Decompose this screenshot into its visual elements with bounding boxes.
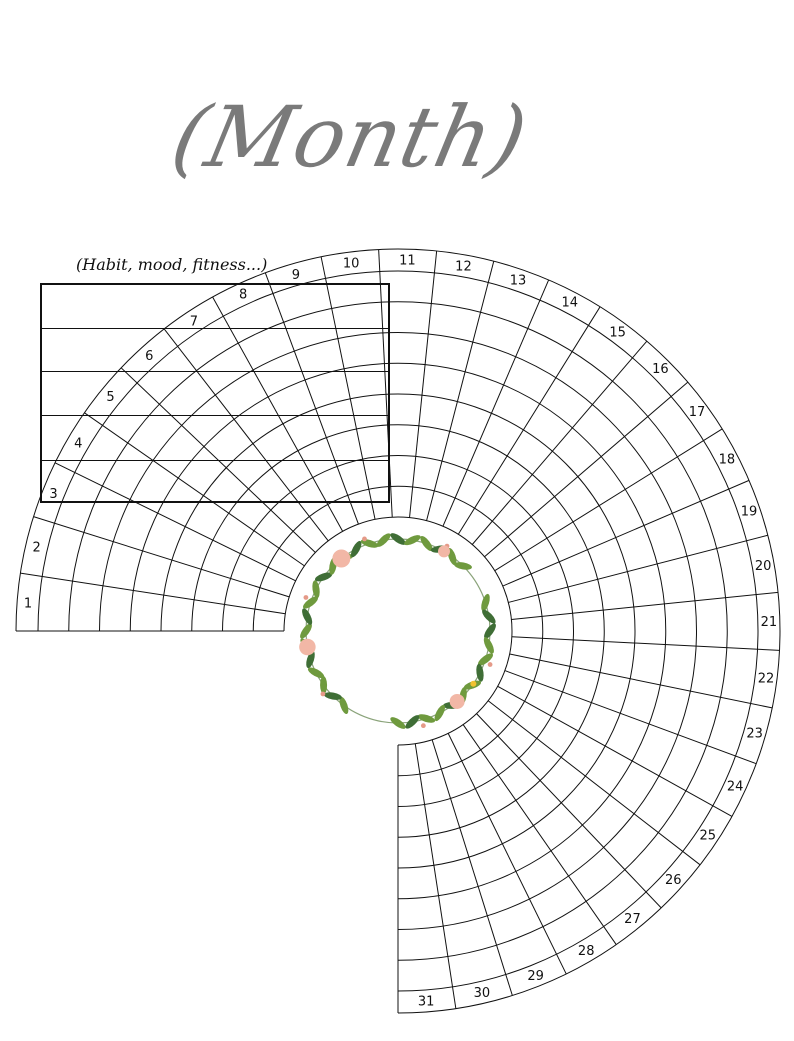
day-label: 18 xyxy=(718,452,736,468)
wreath-leaf xyxy=(375,531,393,549)
day-label: 31 xyxy=(417,994,435,1010)
wreath-flower xyxy=(332,550,350,568)
wreath-leaf xyxy=(480,608,498,626)
day-label: 22 xyxy=(757,671,775,687)
wreath-leaf xyxy=(482,636,496,655)
wreath-flower xyxy=(438,545,450,557)
day-label: 17 xyxy=(688,404,706,420)
day-label: 4 xyxy=(74,436,83,452)
day-label: 25 xyxy=(699,828,717,844)
day-label: 14 xyxy=(561,295,579,311)
day-label: 24 xyxy=(726,779,744,795)
day-label: 29 xyxy=(527,969,544,985)
day-label: 9 xyxy=(291,267,301,283)
day-label: 27 xyxy=(624,912,641,928)
day-label: 30 xyxy=(473,985,491,1001)
tracker-ring xyxy=(284,517,512,745)
wreath-bud xyxy=(304,595,309,600)
day-label: 13 xyxy=(509,273,527,289)
day-label: 5 xyxy=(106,390,115,406)
wreath-leaf xyxy=(300,607,314,626)
wreath-leaf xyxy=(403,533,422,547)
wreath-leaf xyxy=(320,676,327,694)
day-label: 20 xyxy=(754,559,772,575)
day-label: 10 xyxy=(342,256,360,272)
wreath-bud xyxy=(321,692,326,697)
wreath-star-flower xyxy=(470,681,476,687)
day-label: 26 xyxy=(665,873,682,889)
floral-wreath xyxy=(298,531,498,731)
day-label: 6 xyxy=(145,349,154,365)
day-label: 16 xyxy=(652,362,669,378)
wreath-flower xyxy=(299,639,316,656)
wreath-bud xyxy=(421,723,426,728)
wreath-leaf xyxy=(480,593,492,612)
day-label: 11 xyxy=(399,253,416,269)
wreath-flower xyxy=(450,694,465,709)
day-label: 8 xyxy=(238,287,248,303)
day-label: 12 xyxy=(455,259,472,275)
wreath-bud xyxy=(488,662,493,667)
wreath-leaf xyxy=(417,713,436,725)
day-label: 19 xyxy=(740,504,758,520)
day-label: 21 xyxy=(760,615,778,631)
day-label: 1 xyxy=(23,596,33,612)
habit-heading: (Habit, mood, fitness...) xyxy=(76,255,268,274)
day-label: 2 xyxy=(32,540,41,556)
wreath-leaf xyxy=(403,713,421,731)
wreath-bud xyxy=(362,537,367,542)
day-label: 7 xyxy=(189,314,198,330)
day-label: 3 xyxy=(49,486,58,502)
day-label: 28 xyxy=(577,944,595,960)
day-label: 15 xyxy=(609,325,626,341)
day-label: 23 xyxy=(746,726,763,742)
page-title: (Month) xyxy=(164,88,536,186)
